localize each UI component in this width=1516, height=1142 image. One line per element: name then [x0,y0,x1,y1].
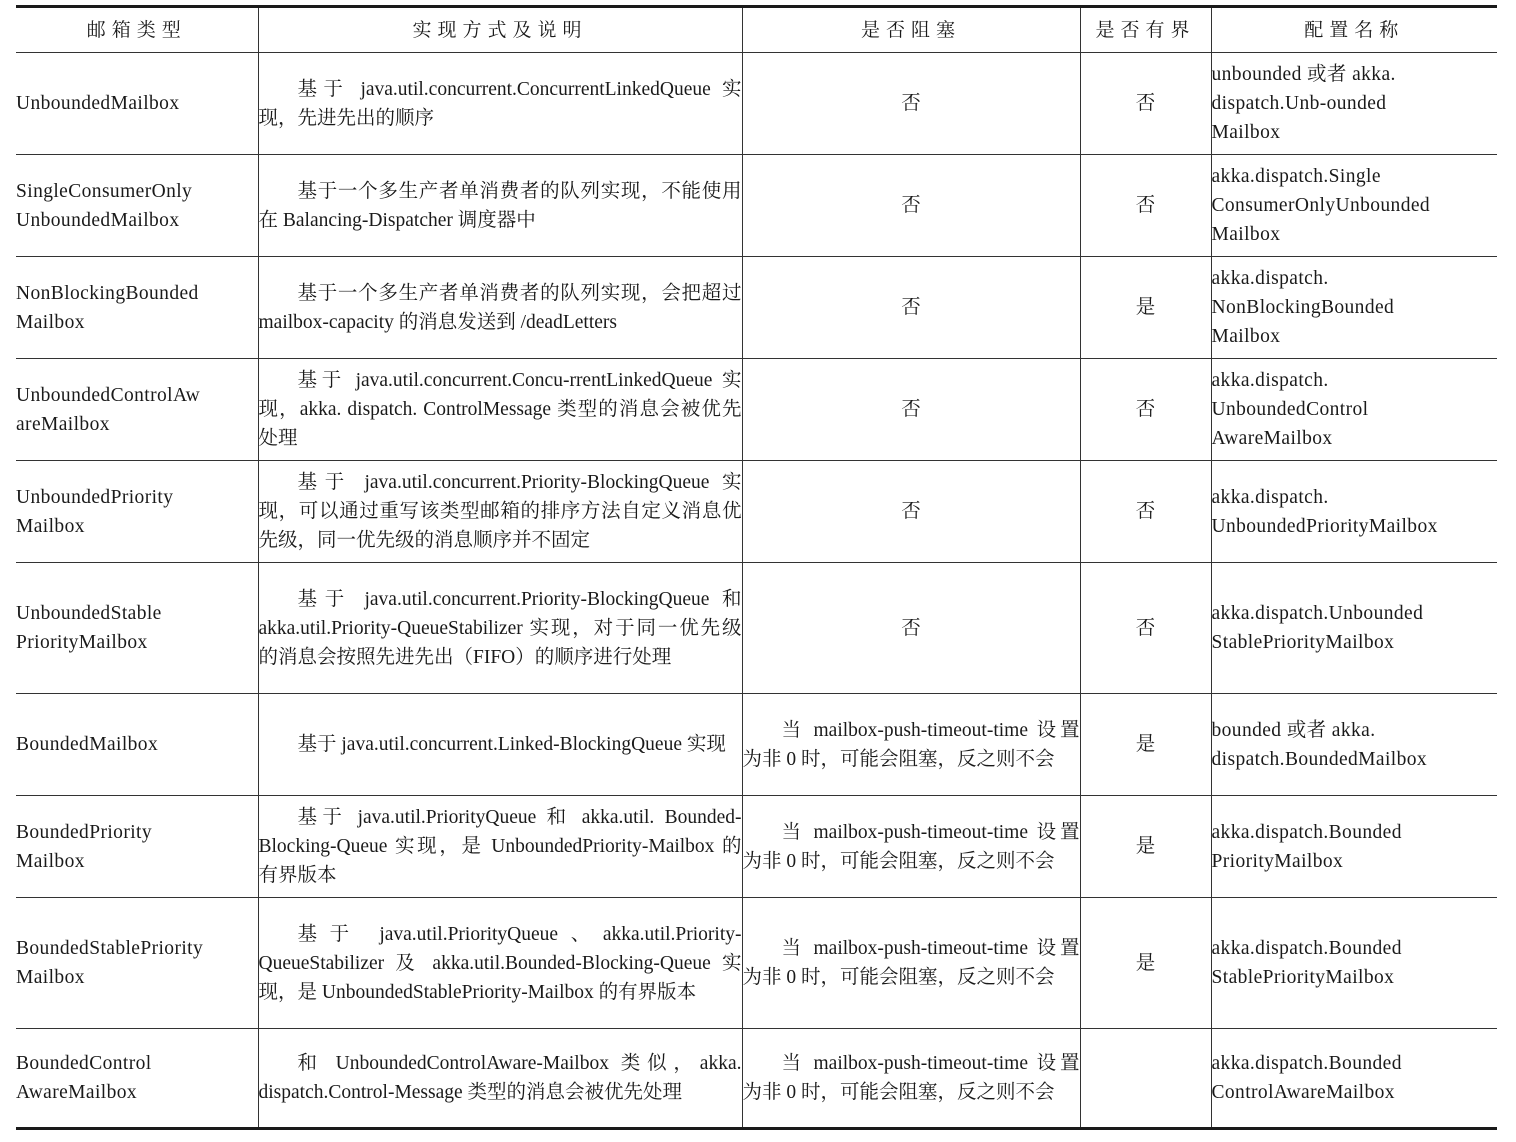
cell-mailbox-type: BoundedControl AwareMailbox [16,1029,258,1129]
table-row [16,155,1497,257]
cell-implementation: 基于 java.util.PriorityQueue 和 akka.util. Bounded-Blocking-Queue 实现，是 UnboundedPriority-Mailbox 的有界版本 [258,796,742,898]
cell-implementation: 基于 java.util.PriorityQueue、akka.util.Priority-QueueStabilizer 及 akka.util.Bounded-Blocking-Queue 实现，是 UnboundedStablePriority-Mailbox 的有界版本 [258,898,742,1029]
cell-implementation: 基于 java.util.concurrent.Priority-BlockingQueue 实现，可以通过重写该类型邮箱的排序方法自定义消息优先级，同一优先级的消息顺序并不固定 [258,461,742,563]
cell-bounded: 是 [1080,796,1211,898]
cell-implementation: 基于 java.util.concurrent.Linked-BlockingQueue 实现 [258,694,742,796]
cell-blocking: 否 [742,257,1080,359]
cell-implementation: 基于 java.util.concurrent.ConcurrentLinkedQueue 实现，先进先出的顺序 [258,53,742,155]
cell-bounded: 否 [1080,155,1211,257]
header-mailbox-type: 邮箱类型 [16,7,258,53]
cell-implementation: 基于 java.util.concurrent.Priority-BlockingQueue 和 akka.util.Priority-QueueStabilizer 实现，对于同一优先级的消息会按照先进先出（FIFO）的顺序进行处理 [258,563,742,694]
cell-mailbox-type: UnboundedControlAw areMailbox [16,359,258,461]
cell-mailbox-type: BoundedStablePriority Mailbox [16,898,258,1029]
table-row [16,359,1497,461]
cell-implementation: 基于 java.util.concurrent.Concu-rrentLinkedQueue 实现，akka. dispatch. ControlMessage 类型的消息会被优先处理 [258,359,742,461]
cell-bounded: 否 [1080,461,1211,563]
header-config-name: 配置名称 [1211,7,1497,53]
cell-bounded: 否 [1080,359,1211,461]
table-row [16,1029,1497,1129]
cell-mailbox-type: SingleConsumerOnly UnboundedMailbox [16,155,258,257]
cell-blocking: 否 [742,563,1080,694]
header-blocking: 是否阻塞 [742,7,1080,53]
header-bounded: 是否有界 [1080,7,1211,53]
cell-blocking: 当 mailbox-push-timeout-time 设置为非 0 时，可能会阻塞，反之则不会 [742,694,1080,796]
header-implementation: 实现方式及说明 [258,7,742,53]
cell-bounded [1080,1029,1211,1129]
cell-mailbox-type: BoundedPriority Mailbox [16,796,258,898]
cell-implementation: 基于一个多生产者单消费者的队列实现，会把超过 mailbox-capacity 的消息发送到 /deadLetters [258,257,742,359]
cell-bounded: 否 [1080,563,1211,694]
cell-config-name: akka.dispatch.Unbounded StablePriorityMailbox [1211,563,1497,694]
cell-mailbox-type: UnboundedStable PriorityMailbox [16,563,258,694]
cell-blocking: 当 mailbox-push-timeout-time 设置为非 0 时，可能会阻塞，反之则不会 [742,1029,1080,1129]
cell-config-name: akka.dispatch.Bounded StablePriorityMailbox [1211,898,1497,1029]
cell-bounded: 否 [1080,53,1211,155]
cell-blocking: 否 [742,461,1080,563]
cell-config-name: akka.dispatch.Single ConsumerOnlyUnbounded Mailbox [1211,155,1497,257]
header-row [16,7,1497,53]
cell-bounded: 是 [1080,257,1211,359]
cell-blocking: 否 [742,53,1080,155]
cell-mailbox-type: NonBlockingBounded Mailbox [16,257,258,359]
table-row [16,257,1497,359]
table-row [16,461,1497,563]
cell-mailbox-type: BoundedMailbox [16,694,258,796]
cell-implementation: 基于一个多生产者单消费者的队列实现，不能使用在 Balancing-Dispatcher 调度器中 [258,155,742,257]
table-row [16,898,1497,1029]
cell-config-name: akka.dispatch. NonBlockingBounded Mailbox [1211,257,1497,359]
cell-blocking: 否 [742,359,1080,461]
table-row [16,563,1497,694]
cell-config-name: akka.dispatch. UnboundedPriorityMailbox [1211,461,1497,563]
cell-config-name: akka.dispatch.Bounded ControlAwareMailbox [1211,1029,1497,1129]
cell-implementation: 和 UnboundedControlAware-Mailbox 类似，akka. dispatch.Control-Message 类型的消息会被优先处理 [258,1029,742,1129]
table-row [16,53,1497,155]
table-row [16,694,1497,796]
cell-config-name: bounded 或者 akka. dispatch.BoundedMailbox [1211,694,1497,796]
cell-mailbox-type: UnboundedPriority Mailbox [16,461,258,563]
cell-config-name: akka.dispatch. UnboundedControl AwareMailbox [1211,359,1497,461]
cell-blocking: 当 mailbox-push-timeout-time 设置为非 0 时，可能会阻塞，反之则不会 [742,898,1080,1029]
cell-config-name: akka.dispatch.Bounded PriorityMailbox [1211,796,1497,898]
cell-bounded: 是 [1080,694,1211,796]
table-row [16,796,1497,898]
cell-config-name: unbounded 或者 akka. dispatch.Unb-ounded Mailbox [1211,53,1497,155]
cell-blocking: 当 mailbox-push-timeout-time 设置为非 0 时，可能会阻塞，反之则不会 [742,796,1080,898]
mailbox-types-table [16,5,1497,1130]
cell-blocking: 否 [742,155,1080,257]
cell-mailbox-type: UnboundedMailbox [16,53,258,155]
cell-bounded: 是 [1080,898,1211,1029]
